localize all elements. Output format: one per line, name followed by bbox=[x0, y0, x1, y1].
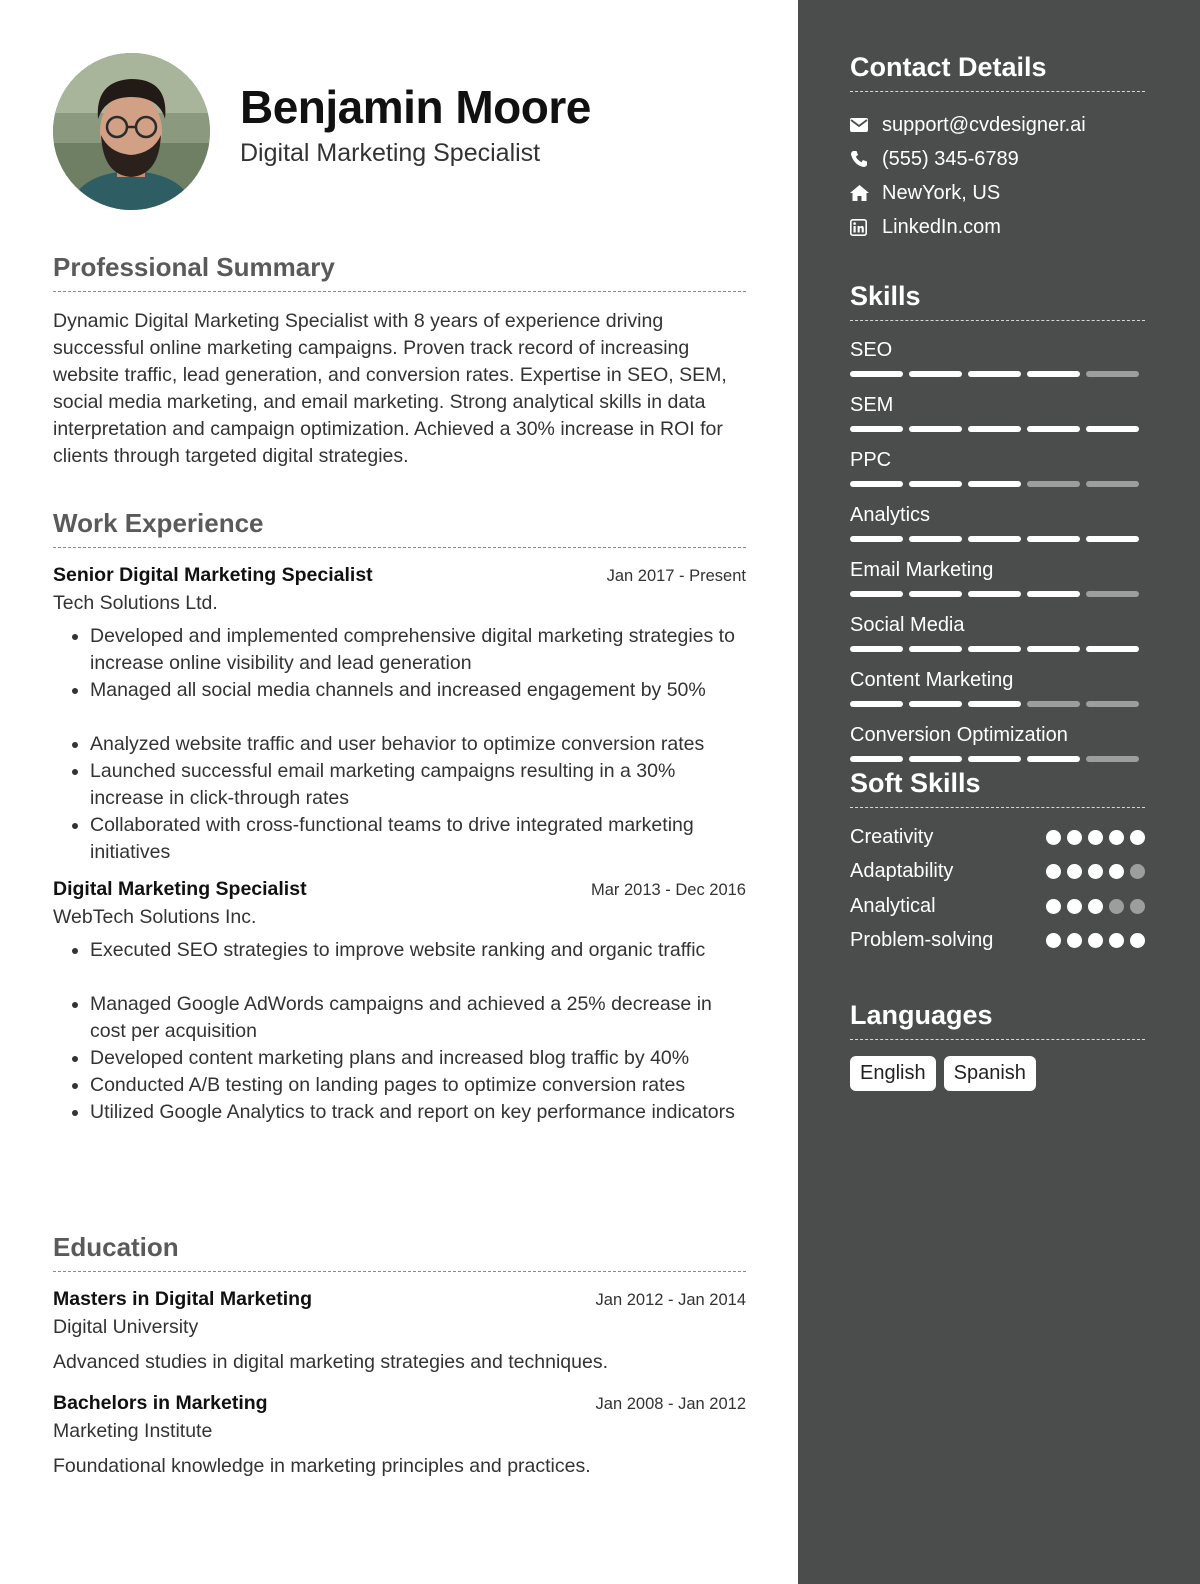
soft-skill-name: Creativity bbox=[850, 825, 934, 848]
skill-level-segment bbox=[968, 701, 1021, 707]
skills-section bbox=[850, 281, 1145, 777]
candidate-title: Digital Marketing Specialist bbox=[240, 139, 541, 167]
skill-level-segment bbox=[1086, 701, 1139, 707]
job-role: Digital Marketing Specialist bbox=[53, 878, 307, 900]
job-bullets bbox=[53, 623, 746, 866]
rating-dot bbox=[1088, 899, 1103, 914]
soft-skill-item bbox=[850, 820, 1145, 855]
skill-level-segment bbox=[1086, 646, 1139, 652]
skill-level-segment bbox=[1086, 426, 1139, 432]
skills-list bbox=[850, 337, 1145, 762]
soft-skill-rating bbox=[1046, 864, 1145, 879]
skill-level-segment bbox=[909, 701, 962, 707]
skill-level-segment bbox=[968, 591, 1021, 597]
skill-level-segment bbox=[909, 426, 962, 432]
rating-dot bbox=[1130, 899, 1145, 914]
list-item: • Launched successful email marketing campaigns resulting in a 30% increase in click-through rates bbox=[90, 758, 746, 812]
list-item: • Collaborated with cross-functional teams to drive integrated marketing initiatives bbox=[90, 812, 746, 866]
soft-skill-name: Problem-solving bbox=[850, 929, 994, 952]
rating-dot bbox=[1109, 830, 1124, 845]
job-entry bbox=[53, 564, 746, 866]
skill-level-segment bbox=[968, 536, 1021, 542]
list-item: • Utilized Google Analytics to track and report on key performance indicators bbox=[90, 1099, 746, 1126]
skill-level-segment bbox=[850, 481, 903, 487]
soft-skill-item bbox=[850, 889, 1145, 924]
phone-icon bbox=[850, 150, 882, 168]
section-heading: Professional Summary bbox=[53, 252, 746, 292]
school-name: Marketing Institute bbox=[53, 1420, 213, 1442]
rating-dot bbox=[1130, 933, 1145, 948]
skill-level-bar bbox=[850, 591, 1145, 597]
education-dates: Jan 2012 - Jan 2014 bbox=[595, 1291, 746, 1309]
rating-dot bbox=[1067, 899, 1082, 914]
languages-list bbox=[850, 1056, 1145, 1091]
education-description: Foundational knowledge in marketing principles and practices. bbox=[53, 1455, 591, 1477]
skill-level-bar bbox=[850, 371, 1145, 377]
soft-skill-rating bbox=[1046, 899, 1145, 914]
skill-level-segment bbox=[850, 426, 903, 432]
list-item: • Conducted A/B testing on landing pages to optimize conversion rates bbox=[90, 1072, 746, 1099]
list-item: • Analyzed website traffic and user behavior to optimize conversion rates bbox=[90, 731, 746, 758]
soft-skill-name: Analytical bbox=[850, 894, 936, 917]
job-role: Senior Digital Marketing Specialist bbox=[53, 564, 373, 586]
contact-section bbox=[850, 52, 1145, 244]
soft-skill-item bbox=[850, 855, 1145, 890]
education-description: Advanced studies in digital marketing strategies and techniques. bbox=[53, 1351, 608, 1373]
avatar bbox=[53, 53, 210, 210]
sidebar bbox=[798, 0, 1200, 1584]
skill-name: SEO bbox=[850, 339, 893, 361]
skill-level-segment bbox=[968, 481, 1021, 487]
soft-skill-item bbox=[850, 924, 1145, 959]
list-item: • Managed Google AdWords campaigns and achieved a 25% decrease in cost per acquisition bbox=[90, 991, 746, 1045]
degree-name: Bachelors in Marketing bbox=[53, 1392, 268, 1414]
skill-item bbox=[850, 667, 1145, 707]
contact-email bbox=[850, 108, 1145, 142]
profile-photo bbox=[53, 53, 210, 210]
skill-item bbox=[850, 392, 1145, 432]
candidate-name: Benjamin Moore bbox=[240, 81, 591, 133]
rating-dot bbox=[1046, 899, 1061, 914]
list-item: • Managed all social media channels and increased engagement by 50% bbox=[90, 677, 746, 704]
rating-dot bbox=[1088, 830, 1103, 845]
contact-linkedin-text[interactable]: LinkedIn.com bbox=[882, 215, 1001, 238]
skill-level-segment bbox=[850, 646, 903, 652]
skill-level-segment bbox=[1086, 591, 1139, 597]
rating-dot bbox=[1088, 864, 1103, 879]
job-company: Tech Solutions Ltd. bbox=[53, 592, 218, 614]
skill-level-segment bbox=[1027, 426, 1080, 432]
skill-name: PPC bbox=[850, 449, 892, 471]
skill-level-segment bbox=[909, 481, 962, 487]
skill-level-segment bbox=[968, 371, 1021, 377]
skill-level-bar bbox=[850, 536, 1145, 542]
skill-name: Conversion Optimization bbox=[850, 724, 1068, 746]
skill-level-segment bbox=[1086, 536, 1139, 542]
skill-level-segment bbox=[909, 536, 962, 542]
rating-dot bbox=[1067, 933, 1082, 948]
rating-dot bbox=[1046, 830, 1061, 845]
rating-dot bbox=[1109, 899, 1124, 914]
skill-level-bar bbox=[850, 646, 1145, 652]
list-item: • Developed content marketing plans and increased blog traffic by 40% bbox=[90, 1045, 746, 1072]
skill-level-segment bbox=[850, 371, 903, 377]
soft-skills-list bbox=[850, 820, 1145, 958]
rating-dot bbox=[1067, 830, 1082, 845]
skill-level-segment bbox=[968, 646, 1021, 652]
skill-level-segment bbox=[1086, 371, 1139, 377]
rating-dot bbox=[1130, 830, 1145, 845]
job-company: WebTech Solutions Inc. bbox=[53, 906, 257, 928]
contact-location-text: NewYork, US bbox=[882, 181, 1001, 204]
contact-phone-text[interactable]: (555) 345-6789 bbox=[882, 147, 1019, 170]
skill-level-segment bbox=[1027, 371, 1080, 377]
education-entry bbox=[53, 1392, 746, 1478]
list-item: • Developed and implemented comprehensive digital marketing strategies to increase online visibility and lead generation bbox=[90, 623, 746, 677]
home-icon bbox=[850, 185, 882, 201]
contact-location bbox=[850, 176, 1145, 210]
skill-item bbox=[850, 337, 1145, 377]
skill-name: SEM bbox=[850, 394, 894, 416]
education-dates: Jan 2008 - Jan 2012 bbox=[595, 1395, 746, 1413]
skill-item bbox=[850, 447, 1145, 487]
skill-level-bar bbox=[850, 481, 1145, 487]
skill-item bbox=[850, 502, 1145, 542]
education-entry bbox=[53, 1288, 746, 1374]
summary-section bbox=[53, 252, 746, 470]
skill-item bbox=[850, 557, 1145, 597]
soft-skill-name: Adaptability bbox=[850, 860, 954, 883]
rating-dot bbox=[1109, 864, 1124, 879]
skill-level-bar bbox=[850, 756, 1145, 762]
skill-level-segment bbox=[909, 371, 962, 377]
skill-name: Email Marketing bbox=[850, 559, 994, 581]
rating-dot bbox=[1130, 864, 1145, 879]
skill-level-segment bbox=[1027, 701, 1080, 707]
language-badge: English bbox=[850, 1056, 936, 1091]
job-dates: Jan 2017 - Present bbox=[606, 567, 746, 585]
rating-dot bbox=[1088, 933, 1103, 948]
degree-name: Masters in Digital Marketing bbox=[53, 1288, 312, 1310]
skill-name: Analytics bbox=[850, 504, 931, 526]
skill-level-segment bbox=[1027, 646, 1080, 652]
skill-name: Content Marketing bbox=[850, 669, 1014, 691]
section-heading: Work Experience bbox=[53, 508, 746, 548]
job-dates: Mar 2013 - Dec 2016 bbox=[590, 881, 746, 899]
soft-skill-rating bbox=[1046, 830, 1145, 845]
skill-level-segment bbox=[1027, 591, 1080, 597]
contact-email-text[interactable]: support@cvdesigner.ai bbox=[882, 113, 1086, 136]
job-entry bbox=[53, 878, 746, 1126]
skill-level-segment bbox=[1027, 756, 1080, 762]
section-heading: Languages bbox=[850, 1000, 1145, 1040]
skill-level-segment bbox=[850, 756, 903, 762]
skill-level-segment bbox=[909, 646, 962, 652]
skill-level-segment bbox=[909, 756, 962, 762]
skill-name: Social Media bbox=[850, 614, 965, 636]
skill-level-segment bbox=[1086, 756, 1139, 762]
job-bullets bbox=[53, 937, 746, 1126]
skill-level-segment bbox=[1027, 481, 1080, 487]
language-badge: Spanish bbox=[944, 1056, 1036, 1091]
contact-phone bbox=[850, 142, 1145, 176]
section-heading: Soft Skills bbox=[850, 768, 1145, 808]
rating-dot bbox=[1067, 864, 1082, 879]
skill-level-bar bbox=[850, 701, 1145, 707]
skill-level-segment bbox=[968, 426, 1021, 432]
rating-dot bbox=[1109, 933, 1124, 948]
linkedin-icon bbox=[850, 219, 882, 236]
soft-skill-rating bbox=[1046, 933, 1145, 948]
skill-level-segment bbox=[968, 756, 1021, 762]
education-section bbox=[53, 1232, 746, 1478]
section-heading: Education bbox=[53, 1232, 746, 1272]
skill-level-segment bbox=[909, 591, 962, 597]
languages-section bbox=[850, 1000, 1145, 1091]
rating-dot bbox=[1046, 933, 1061, 948]
skill-item bbox=[850, 722, 1145, 762]
contact-linkedin bbox=[850, 210, 1145, 244]
section-heading: Contact Details bbox=[850, 52, 1145, 92]
list-item: • Executed SEO strategies to improve website ranking and organic traffic bbox=[90, 937, 746, 964]
skill-level-segment bbox=[1027, 536, 1080, 542]
experience-section bbox=[53, 508, 746, 1126]
skill-level-segment bbox=[850, 591, 903, 597]
skill-level-bar bbox=[850, 426, 1145, 432]
summary-text: Dynamic Digital Marketing Specialist with 8 years of experience driving successful online marketing campaigns. Proven track record of increasing website traffic, lead generation, and conversion rates. Expertise in SEO, SEM, social media marketing, and email marketing. Strong analytical skills in data interpretation and campaign optimization. Achieved a 30% increase in ROI for clients through targeted digital strategies. bbox=[53, 310, 727, 467]
skill-level-segment bbox=[850, 701, 903, 707]
skill-level-segment bbox=[850, 536, 903, 542]
soft-skills-section bbox=[850, 768, 1145, 958]
section-heading: Skills bbox=[850, 281, 1145, 321]
skill-level-segment bbox=[1086, 481, 1139, 487]
skill-item bbox=[850, 612, 1145, 652]
school-name: Digital University bbox=[53, 1316, 199, 1338]
rating-dot bbox=[1046, 864, 1061, 879]
envelope-icon bbox=[850, 118, 882, 132]
